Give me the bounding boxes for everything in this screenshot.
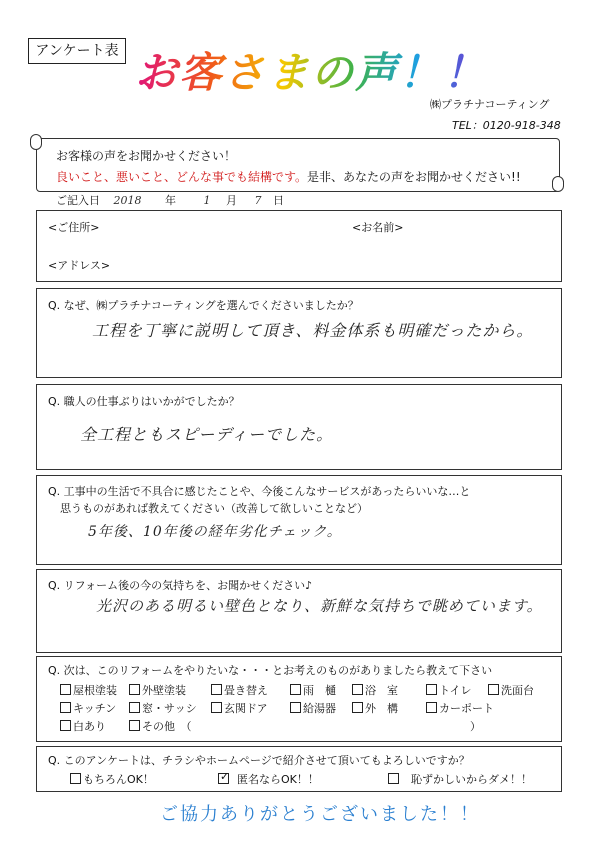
option-carport[interactable]: カーポート xyxy=(426,700,494,716)
day-unit: 日 xyxy=(273,194,284,207)
checkbox[interactable] xyxy=(426,684,437,695)
option-roof[interactable]: 屋根塗装 xyxy=(60,682,117,698)
checkbox[interactable] xyxy=(352,702,363,713)
option-other-close: ） xyxy=(470,720,481,733)
page-title: お客さまの声！！ xyxy=(135,40,487,100)
survey-tag: アンケート表 xyxy=(28,38,126,64)
month-unit: 月 xyxy=(226,194,237,207)
q3-label-line1: Q. 工事中の生活で不具合に感じたことや、今後こんなサービスがあったらいいな…と xyxy=(48,485,471,498)
option-other[interactable]: その他 （ xyxy=(129,718,192,734)
checkbox[interactable] xyxy=(352,684,363,695)
option-bath[interactable]: 浴 室 xyxy=(352,682,398,698)
checkbox-checked[interactable] xyxy=(218,770,230,784)
address-value: <アドレス> xyxy=(48,259,111,272)
intro-line2-black: 是非、あなたの声をお聞かせください!! xyxy=(307,170,521,184)
option-ok[interactable]: もちろんOK！ xyxy=(70,771,154,787)
option-sink[interactable]: 洗面台 xyxy=(488,682,534,698)
q4-answer: 光沢のある明るい壁色となり、新鮮な気持ちで眺めています。 xyxy=(96,597,543,615)
q2-label: Q. 職人の仕事ぶりはいかがでしたか？ xyxy=(48,395,240,408)
q4-label: Q. リフォーム後の今の気持ちを、お聞かせください♪ xyxy=(48,579,313,592)
checkbox[interactable] xyxy=(129,702,140,713)
option-gutter[interactable]: 雨 樋 xyxy=(290,682,336,698)
intro-line2 xyxy=(56,168,521,185)
checkbox[interactable] xyxy=(388,773,399,784)
option-exterior[interactable]: 外 構 xyxy=(352,700,398,716)
checkbox[interactable] xyxy=(60,702,71,713)
checkbox[interactable] xyxy=(60,720,71,731)
year-unit: 年 xyxy=(165,194,176,207)
checkbox[interactable] xyxy=(290,684,301,695)
scroll-curl-left xyxy=(30,134,42,150)
date-label: ご記入日 xyxy=(56,194,100,207)
option-water-heater[interactable]: 給湯器 xyxy=(290,700,336,716)
name-label: <お名前> xyxy=(352,221,404,234)
intro-line2-red: 良いこと、悪いこと、どんな事でも結構です。 xyxy=(56,170,308,184)
option-toilet[interactable]: トイレ xyxy=(426,682,471,698)
checkbox[interactable] xyxy=(70,773,81,784)
entry-date xyxy=(56,192,284,208)
intro-line1: お客様の声をお聞かせください！ xyxy=(56,149,237,163)
date-month[interactable]: 1 xyxy=(203,194,211,207)
q1-answer: 工程を丁寧に説明して頂き、料金体系も明確だったから。 xyxy=(92,321,534,340)
checkbox[interactable] xyxy=(211,702,222,713)
option-anonymous-ok[interactable]: ✓ 匿名ならOK！！ xyxy=(220,770,319,786)
check-mark-icon: ✓ xyxy=(220,770,230,783)
checkbox[interactable] xyxy=(211,684,222,695)
option-termite[interactable]: 白あり xyxy=(60,718,106,734)
q5-label: Q. 次は、このリフォームをやりたいな・・・とお考えのものがありましたら教えて下さい xyxy=(48,664,493,677)
checkbox[interactable] xyxy=(488,684,499,695)
customer-info-box[interactable] xyxy=(36,210,562,282)
scroll-curl-right xyxy=(552,176,564,192)
thanks-message: ご協力ありがとうございました！！ xyxy=(160,804,480,825)
option-wall[interactable]: 外壁塗装 xyxy=(129,682,186,698)
checkbox[interactable] xyxy=(129,720,140,731)
q1-label: Q. なぜ、㈱プラチナコーティングを選んでくださいましたか？ xyxy=(48,299,359,312)
option-tatami[interactable]: 畳き替え xyxy=(211,682,268,698)
company-tel: TEL：0120-918-348 xyxy=(452,119,561,132)
checkbox[interactable] xyxy=(60,684,71,695)
address-label: <ご住所> xyxy=(48,221,100,234)
option-kitchen[interactable]: キッチン xyxy=(60,700,116,716)
q3-label-line2: 思うものがあれば教えてください（改善して欲しいことなど） xyxy=(60,502,368,515)
option-window[interactable]: 窓・サッシ xyxy=(129,700,197,716)
q3-answer: 5年後、10年後の経年劣化チェック。 xyxy=(88,524,342,540)
option-no[interactable]: 恥ずかしいからダメ！！ xyxy=(388,771,532,787)
date-day[interactable]: 7 xyxy=(254,194,262,207)
option-door[interactable]: 玄関ドア xyxy=(211,700,268,716)
checkbox[interactable] xyxy=(426,702,437,713)
company-name: ㈱プラチナコーティング xyxy=(430,98,550,111)
checkbox[interactable] xyxy=(129,684,140,695)
q6-label: Q. このアンケートは、チラシやホームページで紹介させて頂いてもよろしいですか？ xyxy=(48,754,470,767)
q2-answer: 全工程ともスピーディーでした。 xyxy=(80,425,334,444)
date-year[interactable]: 2018 xyxy=(113,194,142,207)
checkbox[interactable] xyxy=(290,702,301,713)
